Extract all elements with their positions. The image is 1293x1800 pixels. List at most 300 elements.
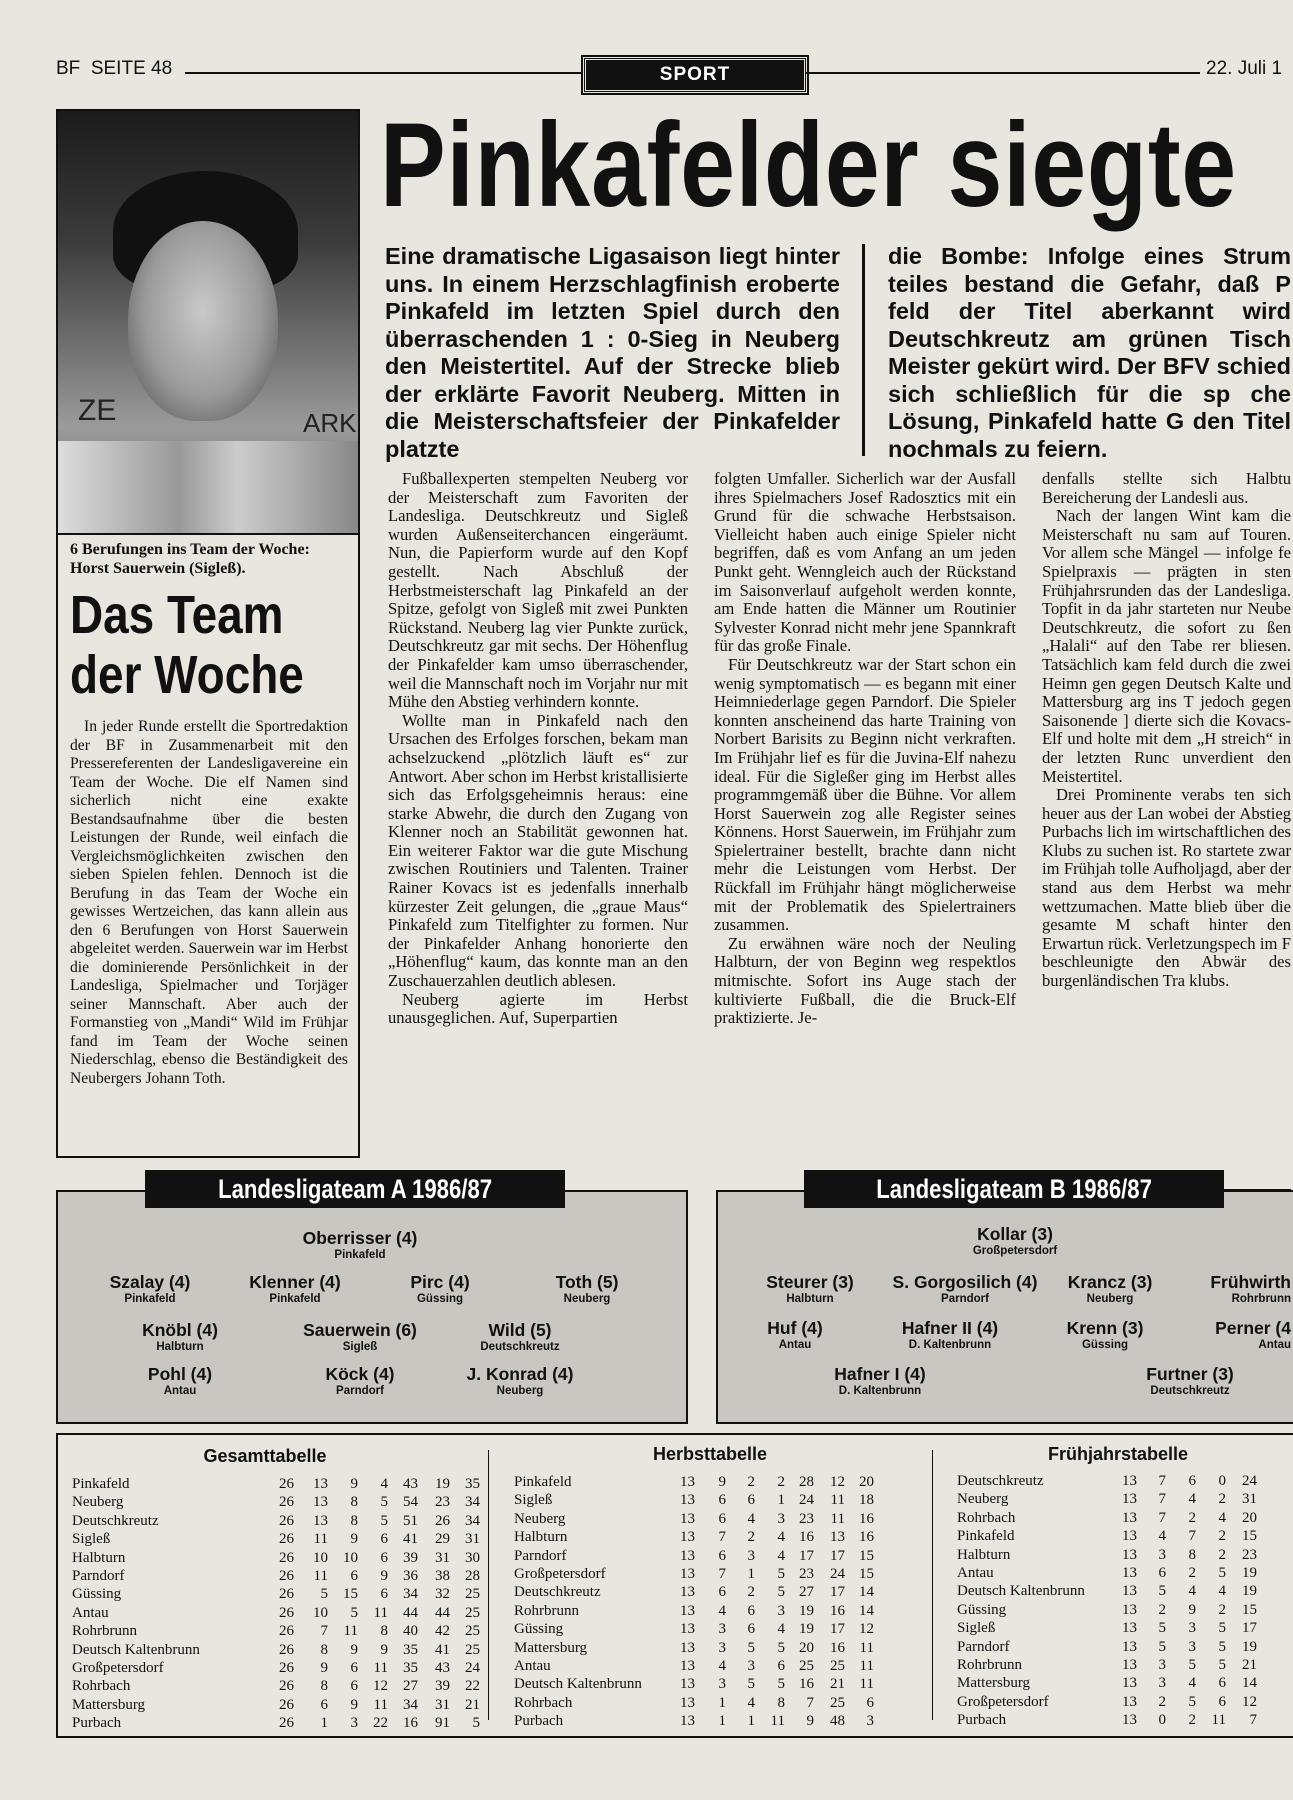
player-name: S. Gorgosilich (4) xyxy=(892,1272,1038,1292)
player-name: Hafner I (4) xyxy=(834,1364,926,1384)
player-club: Deutschkreutz xyxy=(480,1341,560,1353)
table-cell: 2 xyxy=(1188,1509,1196,1526)
table-cell: 36 xyxy=(403,1568,418,1584)
player-club: Neuberg xyxy=(496,1385,544,1397)
table-cell: 11 xyxy=(1211,1712,1226,1729)
table-cell: 26 xyxy=(279,1678,294,1695)
table-cell: 13 xyxy=(680,1547,695,1564)
table-cell: 28 xyxy=(799,1474,814,1490)
table-cell: 21 xyxy=(1242,1657,1257,1673)
team-a-player xyxy=(260,1228,460,1262)
table-cell: 13 xyxy=(680,1658,695,1674)
table-cell: 24 xyxy=(465,1660,480,1676)
photo-sign-left: ZE xyxy=(78,394,117,427)
table-cell: 3 xyxy=(866,1713,874,1730)
table-cell: 6 xyxy=(1158,1565,1166,1581)
table-cell: 5 xyxy=(380,1512,388,1529)
table-row xyxy=(957,1527,1291,1545)
player-club: Halbturn xyxy=(786,1293,834,1305)
team-b-player xyxy=(865,1272,1065,1306)
table-cell: 34 xyxy=(465,1494,480,1511)
table-row xyxy=(957,1564,1291,1582)
table-cell: 2 xyxy=(747,1529,755,1546)
table-cell: 3 xyxy=(718,1621,726,1638)
table-cell: 20 xyxy=(859,1474,874,1490)
table-cell: 38 xyxy=(435,1568,450,1584)
table-cell: 16 xyxy=(859,1529,874,1546)
table-cell: 9 xyxy=(350,1696,358,1713)
table-cell: 15 xyxy=(1242,1601,1257,1618)
team-a-player xyxy=(100,1320,260,1354)
body-col2-para: Zu erwähnen wäre noch der Neuling Halbturn, der von Beginn weg respektlos mitmischte. Sofort ins Auge stach der kultivierte Fußball, die die Bruck-Elf praktizierte. Je- xyxy=(714,933,1016,1028)
team-a-title xyxy=(145,1170,565,1208)
player-name: Wild (5) xyxy=(488,1320,552,1340)
table-cell: 34 xyxy=(403,1696,418,1713)
table-cell: 4 xyxy=(777,1529,785,1546)
team-name: Antau xyxy=(514,1658,551,1674)
body-column-1 xyxy=(388,470,688,1158)
table-cell: 12 xyxy=(373,1678,388,1695)
team-name: Pinkafeld xyxy=(957,1528,1015,1545)
table-cell: 5 xyxy=(1188,1657,1196,1673)
player-club: Rohrbrunn xyxy=(1231,1293,1291,1305)
table-cell: 9 xyxy=(320,1660,328,1676)
table-cell: 11 xyxy=(373,1660,388,1676)
table-cell: 24 xyxy=(830,1566,845,1582)
table-cell: 8 xyxy=(350,1494,358,1511)
table-cell: 5 xyxy=(1158,1620,1166,1637)
player-club: Pinkafeld xyxy=(124,1293,176,1305)
team-name: Neuberg xyxy=(514,1510,566,1527)
player-club: Neuberg xyxy=(1086,1293,1134,1305)
table-cell: 13 xyxy=(1122,1601,1137,1618)
table-cell: 5 xyxy=(350,1604,358,1621)
table-title-autumn: Herbsttabelle xyxy=(652,1444,768,1464)
table-cell: 2 xyxy=(1218,1601,1226,1618)
team-name: Güssing xyxy=(514,1621,564,1638)
table-cell: 14 xyxy=(859,1602,874,1619)
table-separator xyxy=(488,1450,489,1720)
table-cell: 4 xyxy=(718,1602,726,1619)
table-cell: 13 xyxy=(680,1694,695,1711)
body-col3-para: denfalls stellte sich Halbtu Bereicherung der Landesli aus. xyxy=(1042,469,1291,507)
table-row xyxy=(514,1583,929,1601)
player-name: J. Konrad (4) xyxy=(466,1364,574,1384)
table-cell: 51 xyxy=(403,1512,418,1529)
table-cell: 12 xyxy=(830,1474,845,1490)
table-cell: 13 xyxy=(680,1676,695,1693)
table-cell: 16 xyxy=(859,1510,874,1527)
table-cell: 13 xyxy=(1122,1712,1137,1729)
table-cell: 5 xyxy=(1158,1583,1166,1600)
table-cell: 5 xyxy=(1218,1638,1226,1655)
table-cell: 11 xyxy=(770,1713,785,1730)
player-name: Klenner (4) xyxy=(249,1272,341,1292)
team-b-player xyxy=(1040,1318,1170,1352)
table-cell: 6 xyxy=(350,1568,358,1584)
table-cell: 13 xyxy=(680,1492,695,1509)
table-cell: 26 xyxy=(279,1549,294,1566)
header-rule-left xyxy=(185,72,581,74)
table-row xyxy=(514,1712,929,1730)
table-cell: 31 xyxy=(435,1549,450,1566)
table-cell: 20 xyxy=(1242,1509,1257,1526)
team-name: Deutschkreutz xyxy=(514,1584,601,1601)
table-cell: 13 xyxy=(680,1621,695,1638)
table-cell: 26 xyxy=(279,1586,294,1603)
table-cell: 15 xyxy=(859,1566,874,1582)
table-cell: 4 xyxy=(1218,1509,1226,1526)
sidebar-title xyxy=(70,585,308,705)
table-cell: 13 xyxy=(1122,1620,1137,1637)
table-row xyxy=(72,1696,482,1714)
table-cell: 25 xyxy=(465,1623,480,1640)
table-cell: 4 xyxy=(1158,1528,1166,1545)
table-row xyxy=(514,1657,929,1675)
table-cell: 19 xyxy=(1242,1638,1257,1655)
body-col1-para: Wollte man in Pinkafeld nach den Ursachen des Erfolges forschen, bekam man achselzuckend „plötzlich läuft es“ zur Antwort. Aber schon im Herbst kristallisierte sich das Erfolgsgeheimnis heraus: eine starke Abwehr, die durch den Zugang von Klenner noch an Stabilität gewonnen hat. Ein weiterer Faktor war die gute Mischung zwischen Routiniers und Talenten. Trainer Rainer Kovacs ist es jedenfalls innerhalb kürzester Zeit gelungen, die „graue Maus“ Pinkafeld zum Titelfighter zu formen. Nur der Pinkafelder Anhang honorierte den „Höhenflug“ kaum, das konnte man an den Zuschauerzahlen deutlich ablesen. xyxy=(388,710,688,991)
team-b-player xyxy=(1110,1364,1270,1398)
player-name: Steurer (3) xyxy=(766,1272,854,1292)
table-row xyxy=(957,1656,1291,1674)
table-cell: 19 xyxy=(1242,1565,1257,1581)
table-cell: 13 xyxy=(1122,1528,1137,1545)
table-cell: 34 xyxy=(465,1512,480,1529)
team-name: Antau xyxy=(72,1604,109,1621)
player-club: Güssing xyxy=(416,1293,463,1305)
table-cell: 4 xyxy=(747,1510,755,1527)
table-cell: 25 xyxy=(830,1694,845,1711)
lead-left: Eine dramatische Ligasaison liegt hinter uns. In einem Herzschlagfinish eroberte Pinkafeld im letzten Spiel durch den überraschenden 1 : 0-Sieg in Neuberg den Meistertitel. Auf der Strecke blieb der erklärte Favorit Neuberg. Mitten in die Meisterschaftsfeier der Pinkafelder platzte xyxy=(385,243,840,462)
table-cell: 3 xyxy=(747,1658,755,1674)
table-cell: 4 xyxy=(777,1621,785,1638)
body-col2-para: folgten Umfaller. Sicherlich war der Ausfall ihres Spielmachers Josef Radosztics mit ein Grund für die schwache Herbstsaison. Vielleicht haben auch einige Spieler nicht begriffen, daß es vom Anfang an um jeden Punkt geht. Wenngleich auch der Rückstand im Saisonverlauf aufgeholt werden konnte, am Ende hatten die Männer um Routinier Sylvester Konrad nicht mehr jene Spannkraft für das große Finale. xyxy=(714,469,1016,656)
team-name: Parndorf xyxy=(957,1638,1010,1655)
player-club: Parndorf xyxy=(941,1293,989,1305)
table-row xyxy=(72,1585,482,1603)
team-b-title xyxy=(804,1170,1224,1208)
team-b-player xyxy=(730,1318,860,1352)
table-row xyxy=(72,1530,482,1548)
team-name: Halbturn xyxy=(72,1549,126,1566)
table-cell: 23 xyxy=(799,1510,814,1527)
team-name: Neuberg xyxy=(72,1494,124,1511)
table-cell: 5 xyxy=(777,1676,785,1693)
table-cell: 10 xyxy=(343,1549,358,1566)
body-col3-para: Drei Prominente verabs ten sich heuer aus der Lan wobei der Abstieg Purbachs lich im wirtschaftlichen des Klubs zu suchen ist. Ro startete zwar im Frühjah tolle Aufholjagd, aber der stand aus dem Herbst wa mehr wettzumachen. Matte blieb über die gesamte M schaft hinter den Erwartun rück. Verletzungspech im F beschleunigte den Abwär des burgenländischen Tra klubs. xyxy=(1042,785,1291,991)
table-cell: 20 xyxy=(799,1639,814,1656)
player-club: Parndorf xyxy=(336,1385,384,1397)
table-cell: 25 xyxy=(465,1604,480,1621)
player-club: Antau xyxy=(1258,1339,1291,1351)
team-name: Sigleß xyxy=(514,1492,553,1509)
team-a-player xyxy=(440,1364,600,1398)
table-cell: 26 xyxy=(279,1531,294,1548)
team-name: Sigleß xyxy=(957,1620,996,1637)
table-cell: 40 xyxy=(403,1623,418,1640)
sidebar-text: In jeder Runde erstellt die Sportredaktion der BF in Zusammenarbeit mit den Pressereferenten der Landesligavereine ein Team der Woche. Die elf Namen sind sicherlich nicht eine exakte Bestandsaufnahme über die besten Leistungen der Runde, weil einfach die Vergleichsmöglichkeiten zwischen den sieben Spielen fehlen. Dennoch ist die Berufung in das Team der Woche ein gewisses Wertzeichen, das kann allein aus den 6 Berufungen von Horst Sauerwein abgeleitet werden. Sauerwein war im Herbst die dominierende Persönlichkeit in der Landesliga, Spielmacher und Torjäger seiner Mannschaft. Aber auch der Formanstieg von „Mandi“ Wild im Frühjar fand im Team der Woche seinen Niederschlag, ebenso die Beständigkeit des Neubergers Johann Toth. xyxy=(70,718,348,1087)
table-cell: 11 xyxy=(830,1510,845,1527)
team-name: Mattersburg xyxy=(72,1696,146,1713)
table-cell: 0 xyxy=(1218,1473,1226,1489)
player-name: Krenn (3) xyxy=(1066,1318,1144,1338)
table-row xyxy=(514,1694,929,1712)
table-cell: 7 xyxy=(1158,1509,1166,1526)
team-a-title-text: Landesligateam A 1986/87 xyxy=(217,1174,493,1204)
table-cell: 13 xyxy=(830,1529,845,1546)
table-cell: 8 xyxy=(380,1623,388,1640)
player-club: Antau xyxy=(163,1385,197,1397)
body-col1-para: Fußballexperten stempelten Neuberg vor der Meisterschaft zum Favoriten der Landesliga. Deutschkreutz und Sigleß wurden Außenseiterchancen eingeräumt. Nun, die Papierform wurde auf den Kopf gestellt. Nach Abschluß der Herbstmeisterschaft lag Pinkafeld an der Spitze, gefolgt von Sigleß mit zwei Punkten Rückstand. Neuberg lag vier Punkte zurück, Deutschkreutz gar mit sechs. Der Höhenflug der Pinkafelder kam umso überraschender, weil die Mannschaft noch im Vorjahr nur mit Mühe den Abstieg verhindern konnte. xyxy=(388,469,688,712)
team-name: Güssing xyxy=(957,1601,1007,1618)
table-cell: 35 xyxy=(465,1476,480,1492)
table-row xyxy=(514,1675,929,1693)
table-cell: 6 xyxy=(718,1492,726,1509)
team-name: Parndorf xyxy=(72,1568,125,1584)
table-cell: 3 xyxy=(777,1602,785,1619)
table-cell: 26 xyxy=(279,1623,294,1640)
table-cell: 4 xyxy=(1188,1491,1196,1508)
table-cell: 15 xyxy=(343,1586,358,1603)
table-cell: 44 xyxy=(435,1604,450,1621)
player-club: D. Kaltenbrunn xyxy=(838,1385,922,1397)
table-cell: 9 xyxy=(1188,1601,1196,1618)
table-cell: 6 xyxy=(747,1602,755,1619)
table-row xyxy=(957,1490,1291,1508)
table-row xyxy=(957,1546,1291,1564)
team-name: Mattersburg xyxy=(957,1675,1031,1692)
player-club: Sigleß xyxy=(342,1341,378,1353)
player-name: Huf (4) xyxy=(767,1318,823,1338)
table-cell: 24 xyxy=(1242,1473,1257,1489)
table-cell: 9 xyxy=(380,1568,388,1584)
table-cell: 4 xyxy=(1188,1583,1196,1600)
table-cell: 4 xyxy=(777,1547,785,1564)
team-name: Antau xyxy=(957,1565,994,1581)
team-a-player xyxy=(70,1272,230,1306)
table-cell: 7 xyxy=(1249,1712,1257,1729)
table-cell: 3 xyxy=(1188,1620,1196,1637)
team-name: Purbach xyxy=(72,1715,122,1732)
photo-face xyxy=(128,221,278,421)
table-cell: 13 xyxy=(680,1566,695,1582)
table-cell: 4 xyxy=(1218,1583,1226,1600)
table-cell: 7 xyxy=(718,1566,726,1582)
table-cell: 9 xyxy=(350,1476,358,1492)
table-cell: 3 xyxy=(1188,1638,1196,1655)
table-cell: 13 xyxy=(1122,1509,1137,1526)
team-b-player xyxy=(1200,1318,1291,1352)
table-cell: 2 xyxy=(747,1584,755,1601)
table-cell: 10 xyxy=(313,1549,328,1566)
table-cell: 9 xyxy=(380,1641,388,1658)
table-cell: 91 xyxy=(435,1715,450,1732)
table-cell: 6 xyxy=(350,1678,358,1695)
table-cell: 6 xyxy=(718,1584,726,1601)
table-cell: 25 xyxy=(799,1658,814,1674)
table-cell: 35 xyxy=(403,1660,418,1676)
photo-jersey xyxy=(58,441,358,533)
team-name: Purbach xyxy=(514,1713,564,1730)
table-cell: 2 xyxy=(1158,1601,1166,1618)
table-cell: 13 xyxy=(1122,1693,1137,1710)
table-cell: 5 xyxy=(747,1639,755,1656)
table-row xyxy=(72,1493,482,1511)
table-cell: 5 xyxy=(1158,1638,1166,1655)
table-row xyxy=(514,1491,929,1509)
table-cell: 12 xyxy=(859,1621,874,1638)
table-row xyxy=(957,1638,1291,1656)
table-cell: 4 xyxy=(747,1694,755,1711)
table-cell: 5 xyxy=(380,1494,388,1511)
table-cell: 13 xyxy=(680,1474,695,1490)
team-a-player xyxy=(280,1320,440,1354)
table-cell: 54 xyxy=(403,1494,418,1511)
table-cell: 39 xyxy=(403,1549,418,1566)
table-row xyxy=(957,1601,1291,1619)
table-cell: 28 xyxy=(465,1568,480,1584)
team-name: Mattersburg xyxy=(514,1639,588,1656)
table-cell: 6 xyxy=(320,1696,328,1713)
team-a-player xyxy=(360,1272,520,1306)
table-cell: 2 xyxy=(1188,1712,1196,1729)
table-row xyxy=(957,1711,1291,1729)
table-cell: 10 xyxy=(313,1604,328,1621)
table-cell: 13 xyxy=(1122,1583,1137,1600)
team-b-player xyxy=(800,1364,960,1398)
table-cell: 13 xyxy=(1122,1657,1137,1673)
table-row xyxy=(72,1714,482,1732)
table-cell: 4 xyxy=(380,1476,388,1492)
table-cell: 11 xyxy=(313,1568,328,1584)
table-cell: 7 xyxy=(806,1694,814,1711)
table-cell: 13 xyxy=(680,1529,695,1546)
table-cell: 1 xyxy=(777,1492,785,1509)
team-name: Rohrbrunn xyxy=(957,1657,1022,1673)
table-cell: 39 xyxy=(435,1678,450,1695)
team-b-title-text: Landesligateam B 1986/87 xyxy=(876,1174,1152,1204)
table-cell: 48 xyxy=(830,1713,845,1730)
table-cell: 12 xyxy=(1242,1693,1257,1710)
team-a-player xyxy=(215,1272,375,1306)
table-cell: 16 xyxy=(830,1602,845,1619)
table-cell: 34 xyxy=(403,1586,418,1603)
table-cell: 29 xyxy=(435,1531,450,1548)
table-cell: 5 xyxy=(777,1566,785,1582)
table-cell: 31 xyxy=(1242,1491,1257,1508)
table-cell: 26 xyxy=(279,1696,294,1713)
team-name: Rohrbrunn xyxy=(514,1602,579,1619)
table-cell: 26 xyxy=(279,1660,294,1676)
team-name: Deutsch Kaltenbrunn xyxy=(72,1641,200,1658)
table-cell: 2 xyxy=(1218,1491,1226,1508)
table-cell: 6 xyxy=(1218,1693,1226,1710)
table-cell: 13 xyxy=(1122,1546,1137,1563)
table-cell: 5 xyxy=(472,1715,480,1732)
table-cell: 13 xyxy=(680,1584,695,1601)
table-title-overall: Gesamttabelle xyxy=(203,1446,327,1466)
team-b-player xyxy=(870,1318,1030,1352)
sidebar-title-line2: der Woche xyxy=(70,645,304,705)
team-name: Güssing xyxy=(72,1586,122,1603)
table-cell: 6 xyxy=(747,1492,755,1509)
table-cell: 26 xyxy=(279,1512,294,1529)
team-b-player xyxy=(1190,1272,1291,1306)
table-cell: 11 xyxy=(373,1696,388,1713)
player-name: Knöbl (4) xyxy=(142,1320,218,1340)
table-row xyxy=(72,1549,482,1567)
table-cell: 13 xyxy=(1122,1675,1137,1692)
table-cell: 6 xyxy=(718,1547,726,1564)
team-name: Rohrbrunn xyxy=(72,1623,137,1640)
sidebar-title-line1: Das Team xyxy=(70,585,284,645)
player-club: Güssing xyxy=(1081,1339,1128,1351)
table-cell: 2 xyxy=(777,1474,785,1490)
table-cell: 2 xyxy=(747,1474,755,1490)
table-cell: 4 xyxy=(718,1658,726,1674)
body-column-2 xyxy=(714,470,1016,1158)
team-name: Parndorf xyxy=(514,1547,567,1564)
player-name: Hafner II (4) xyxy=(901,1318,999,1338)
team-name: Sigleß xyxy=(72,1531,111,1548)
table-cell: 8 xyxy=(1188,1546,1196,1563)
table-cell: 2 xyxy=(1218,1546,1226,1563)
table-cell: 19 xyxy=(1242,1583,1257,1600)
table-cell: 5 xyxy=(747,1676,755,1693)
table-cell: 6 xyxy=(350,1660,358,1676)
body-col2-para: Für Deutschkreutz war der Start schon ein wenig symptomatisch — es begann mit einer Heimniederlage gegen Parndorf. Die Spieler konnten anscheinend das harte Training von Norbert Barisits zu Beginn nicht verkraften. Im Frühjahr lief es für die Juvina-Elf nahezu ideal. Für die Sigleßer ging im Herbst alles programmgemäß über die Bühne. Vor allem Horst Sauerwein zog alle Register seines Könnens. Horst Sauerwein, im Frühjahr zum Spielertrainer bestellt, brachte dann nicht mehr die Leistungen vom Herbst. Der Rückfall im Frühjahr hängt möglicherweise mit der Problematik des Spielertrainers zusammen. xyxy=(714,654,1016,935)
table-cell: 6 xyxy=(777,1658,785,1674)
table-cell: 2 xyxy=(1218,1528,1226,1545)
table-cell: 21 xyxy=(465,1696,480,1713)
player-name: Krancz (3) xyxy=(1067,1272,1153,1292)
table-cell: 1 xyxy=(718,1694,726,1711)
table-row xyxy=(514,1473,929,1491)
table-row xyxy=(72,1659,482,1677)
table-cell: 6 xyxy=(1188,1473,1196,1489)
table-cell: 26 xyxy=(279,1494,294,1511)
player-club: Deutschkreutz xyxy=(1150,1385,1230,1397)
table-cell: 16 xyxy=(799,1529,814,1546)
team-name: Pinkafeld xyxy=(514,1474,572,1490)
table-row xyxy=(514,1639,929,1657)
table-cell: 13 xyxy=(1122,1473,1137,1489)
player-club: D. Kaltenbrunn xyxy=(908,1339,992,1351)
table-cell: 2 xyxy=(1158,1693,1166,1710)
table-cell: 35 xyxy=(403,1641,418,1658)
table-cell: 3 xyxy=(1158,1675,1166,1692)
table-row xyxy=(514,1565,929,1583)
table-cell: 11 xyxy=(859,1676,874,1693)
table-row xyxy=(957,1582,1291,1600)
team-name: Purbach xyxy=(957,1712,1007,1729)
table-cell: 19 xyxy=(435,1476,450,1492)
table-cell: 13 xyxy=(313,1476,328,1492)
team-a-player xyxy=(440,1320,600,1354)
table-cell: 42 xyxy=(435,1623,450,1640)
table-row xyxy=(72,1641,482,1659)
table-cell: 31 xyxy=(465,1531,480,1548)
table-cell: 1 xyxy=(747,1566,755,1582)
player-name: Perner (4 xyxy=(1215,1318,1291,1338)
table-cell: 26 xyxy=(435,1512,450,1529)
table-cell: 5 xyxy=(320,1586,328,1603)
table-cell: 17 xyxy=(799,1547,814,1564)
player-club: Pinkafeld xyxy=(334,1249,386,1261)
table-cell: 3 xyxy=(1158,1657,1166,1673)
table-cell: 5 xyxy=(777,1584,785,1601)
table-cell: 6 xyxy=(866,1694,874,1711)
